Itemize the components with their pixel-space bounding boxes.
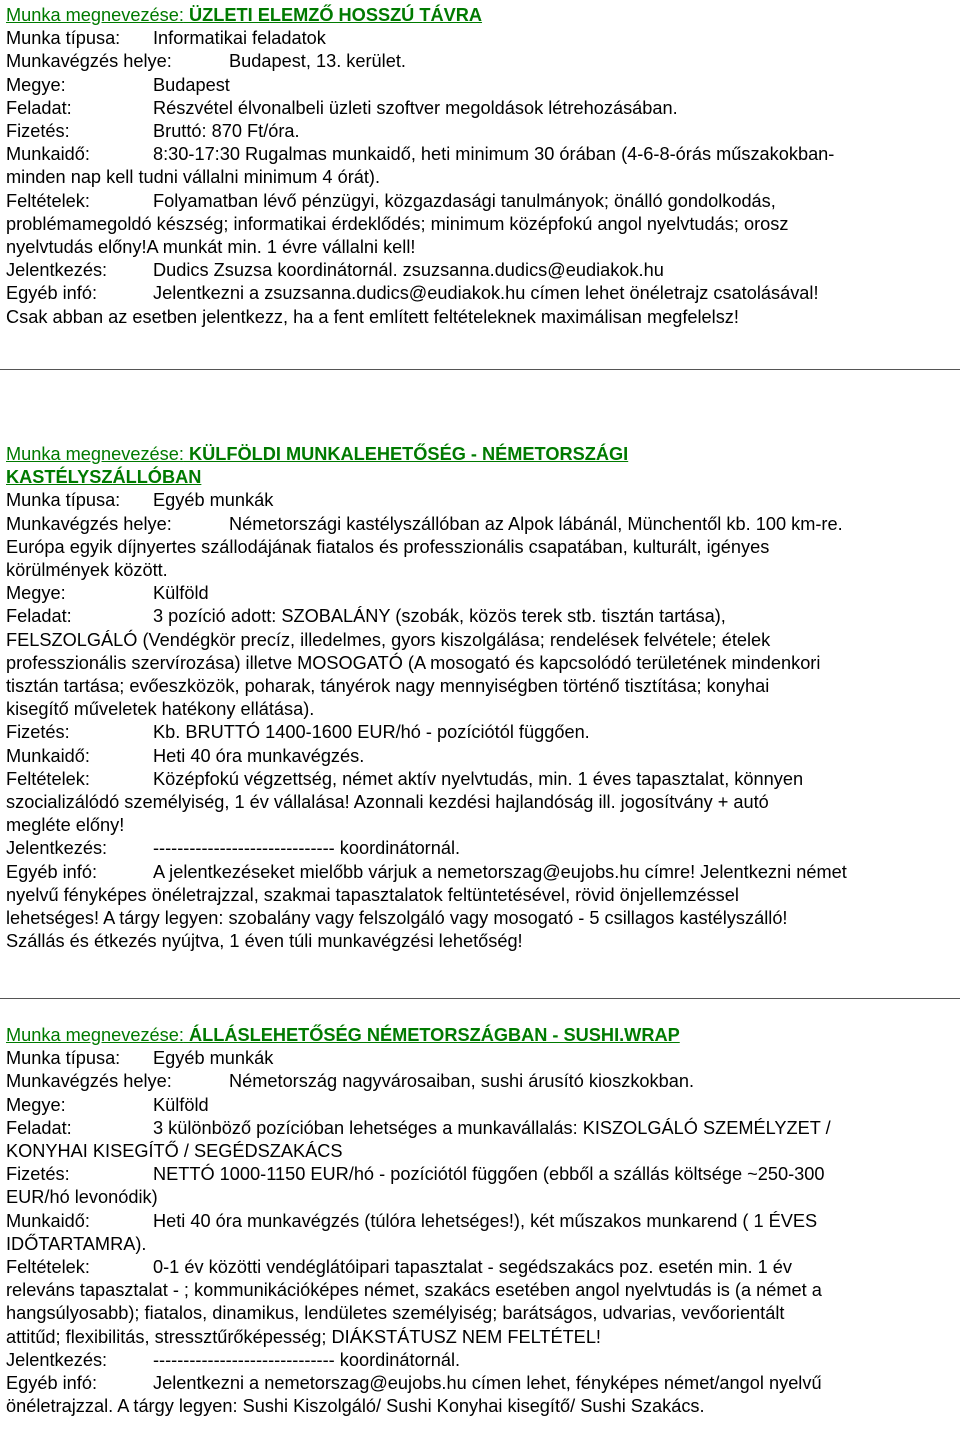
field-label: Feladat: — [6, 606, 72, 627]
field-value: Budapest, 13. kerület. — [229, 51, 406, 72]
job-conditions-row — [6, 768, 958, 791]
job-place-row — [6, 50, 958, 73]
job-county-row — [6, 582, 958, 605]
job-title-label: Munka megnevezése: — [6, 444, 184, 464]
job-county-row — [6, 1094, 958, 1117]
job-info-row — [6, 1372, 958, 1395]
field-value: 8:30-17:30 Rugalmas munkaidő, heti minimum 30 órában (4-6-8-órás műszakokban- — [153, 144, 835, 165]
field-value: Jelentkezni a nemetorszag@eujobs.hu címen lehet, fényképes német/angol nyelvű — [153, 1373, 822, 1394]
field-continuation: Csak abban az esetben jelentkezz, ha a fent említett feltételeknek maximálisan megfelelsz! — [6, 306, 739, 327]
field-label: Jelentkezés: — [6, 1349, 108, 1370]
field-value: Kb. BRUTTÓ 1400-1600 EUR/hó - pozíciótól függően. — [153, 722, 590, 743]
field-continuation: nyelvtudás előny!A munkát min. 1 évre vállalni kell! — [6, 237, 416, 258]
job-place-row — [6, 1070, 958, 1093]
job-title-label: Munka megnevezése: — [6, 5, 184, 25]
field-continuation: releváns tapasztalat - ; kommunikációképes német, szakács esetében angol nyelvtudás is (a német a — [6, 1280, 822, 1301]
field-label: Munkaidő: — [6, 1210, 90, 1231]
field-continuation: Szállás és étkezés nyújtva, 1 éven túli munkavégzési lehetőség! — [6, 931, 523, 952]
field-value: ------------------------------ koordinátornál. — [153, 1349, 461, 1370]
job-type-row — [6, 27, 958, 50]
field-value: Középfokú végzettség, német aktív nyelvtudás, min. 1 éves tapasztalat, könnyen — [153, 768, 804, 789]
job-type-row — [6, 489, 958, 512]
field-value: ------------------------------ koordinátornál. — [153, 838, 461, 859]
job-conditions-row — [6, 190, 958, 213]
field-label: Munkaidő: — [6, 745, 90, 766]
field-value: Jelentkezni a zsuzsanna.dudics@eudiakok.hu címen lehet önéletrajz csatolásával! — [153, 283, 819, 304]
job-title-text: ÁLLÁSLEHETŐSÉG NÉMETORSZÁGBAN - SUSHI.WRAP — [189, 1025, 680, 1045]
field-continuation: nyelvű fényképes önéletrajzzal, szakmai tapasztalatok feltüntetésével, rövid önjellemzéssel — [6, 884, 739, 905]
field-label: Jelentkezés: — [6, 838, 108, 859]
field-label: Munkaidő: — [6, 144, 90, 165]
field-continuation: attitűd; flexibilitás, stressztűrőképesség; DIÁKSTÁTUSZ NEM FELTÉTEL! — [6, 1326, 601, 1347]
field-continuation: hangsúlyosabb); fiatalos, dinamikus, lendületes személyiség; barátságos, udvarias, vevőorientált — [6, 1303, 785, 1324]
job-conditions-row — [6, 1256, 958, 1279]
job-pay-row — [6, 1163, 958, 1186]
field-value: Bruttó: 870 Ft/óra. — [153, 121, 300, 142]
job-title — [6, 443, 958, 466]
field-continuation: tisztán tartása; evőeszközök, poharak, tányérok nagy mennyiségben történő tisztítása; konyhai — [6, 676, 770, 697]
field-label: Fizetés: — [6, 722, 70, 743]
field-continuation: megléte előny! — [6, 815, 125, 836]
field-label: Munkavégzés helye: — [6, 1071, 172, 1092]
field-continuation: IDŐTARTAMRA). — [6, 1233, 147, 1254]
field-value: Folyamatban lévő pénzügyi, közgazdasági tanulmányok; önálló gondolkodás, — [153, 190, 776, 211]
field-label: Feltételek: — [6, 190, 90, 211]
job-task-row — [6, 605, 958, 628]
field-label: Munka típusa: — [6, 1048, 121, 1069]
job-hours-row — [6, 143, 958, 166]
field-continuation: FELSZOLGÁLÓ (Vendégkör precíz, illedelmes, gyors kiszolgálása; rendelések felvétele; ételek — [6, 629, 771, 650]
field-continuation: szocializálódó személyiség, 1 év vállalása! Azonnali kezdési hajlandóság ill. jogosítvány + autó — [6, 792, 769, 813]
job-type-row — [6, 1047, 958, 1070]
field-label: Munka típusa: — [6, 490, 121, 511]
field-label: Feladat: — [6, 97, 72, 118]
job-place-row — [6, 513, 958, 536]
field-value: Egyéb munkák — [153, 490, 274, 511]
section-divider — [0, 998, 960, 999]
job-listing — [6, 1024, 958, 1418]
field-label: Megye: — [6, 1094, 66, 1115]
field-label: Fizetés: — [6, 121, 70, 142]
field-continuation: KONYHAI KISEGÍTŐ / SEGÉDSZAKÁCS — [6, 1141, 343, 1162]
field-label: Egyéb infó: — [6, 283, 97, 304]
job-listing — [6, 4, 958, 329]
field-value: NETTÓ 1000-1150 EUR/hó - pozíciótól függően (ebből a szállás költsége ~250-300 — [153, 1164, 825, 1185]
job-apply-row — [6, 1349, 958, 1372]
field-label: Jelentkezés: — [6, 260, 108, 281]
field-continuation: problémamegoldó készség; informatikai érdeklődés; minimum középfokú angol nyelvtudás; orosz — [6, 213, 789, 234]
job-title — [6, 1024, 958, 1047]
field-continuation: professzionális szervírozása) illetve MOSOGATÓ (A mosogató és kapcsolódó területének mindenkori — [6, 652, 821, 673]
field-value: Egyéb munkák — [153, 1048, 274, 1069]
section-divider — [0, 369, 960, 370]
job-title-continuation: KASTÉLYSZÁLLÓBAN — [6, 467, 202, 488]
field-value: Külföld — [153, 1094, 209, 1115]
field-label: Egyéb infó: — [6, 1373, 97, 1394]
field-value: Németországi kastélyszállóban az Alpok lábánál, Münchentől kb. 100 km-re. — [229, 513, 843, 534]
job-listing — [6, 443, 958, 953]
field-value: Budapest — [153, 74, 230, 95]
job-title-text: ÜZLETI ELEMZŐ HOSSZÚ TÁVRA — [189, 5, 483, 25]
job-hours-row — [6, 745, 958, 768]
field-value: Heti 40 óra munkavégzés (túlóra lehetséges!), két műszakos munkarend ( 1 ÉVES — [153, 1210, 818, 1231]
job-apply-row — [6, 837, 958, 860]
field-continuation: lehetséges! A tárgy legyen: szobalány vagy felszolgáló vagy mosogató - 5 csillagos kastélyszálló! — [6, 908, 788, 929]
field-label: Feltételek: — [6, 768, 90, 789]
field-value: 3 pozíció adott: SZOBALÁNY (szobák, közös terek stb. tisztán tartása), — [153, 606, 726, 627]
job-county-row — [6, 74, 958, 97]
job-task-row — [6, 1117, 958, 1140]
job-info-row — [6, 861, 958, 884]
job-title-label: Munka megnevezése: — [6, 1025, 184, 1045]
job-pay-row — [6, 120, 958, 143]
field-label: Megye: — [6, 583, 66, 604]
field-continuation: önéletrajzzal. A tárgy legyen: Sushi Kiszolgáló/ Sushi Konyhai kisegítő/ Sushi Szakács. — [6, 1396, 705, 1417]
job-title — [6, 4, 958, 27]
field-label: Megye: — [6, 74, 66, 95]
field-value: Heti 40 óra munkavégzés. — [153, 745, 365, 766]
job-info-row — [6, 282, 958, 305]
field-continuation: körülmények között. — [6, 560, 168, 581]
field-value: 3 különböző pozícióban lehetséges a munkavállalás: KISZOLGÁLÓ SZEMÉLYZET / — [153, 1117, 831, 1138]
field-label: Munka típusa: — [6, 28, 121, 49]
field-continuation: EUR/hó levonódik) — [6, 1187, 158, 1208]
field-continuation: minden nap kell tudni vállalni minimum 4 órát). — [6, 167, 381, 188]
field-value: A jelentkezéseket mielőbb várjuk a nemetorszag@eujobs.hu címre! Jelentkezni német — [153, 861, 847, 882]
field-label: Feladat: — [6, 1117, 72, 1138]
field-value: 0-1 év közötti vendéglátóipari tapasztalat - segédszakács poz. esetén min. 1 év — [153, 1257, 792, 1278]
job-pay-row — [6, 721, 958, 744]
field-label: Munkavégzés helye: — [6, 513, 172, 534]
field-value: Informatikai feladatok — [153, 28, 326, 49]
field-label: Munkavégzés helye: — [6, 51, 172, 72]
field-label: Egyéb infó: — [6, 861, 97, 882]
job-hours-row — [6, 1210, 958, 1233]
job-task-row — [6, 97, 958, 120]
field-value: Külföld — [153, 583, 209, 604]
field-value: Dudics Zsuzsa koordinátornál. zsuzsanna.dudics@eudiakok.hu — [153, 260, 664, 281]
field-label: Feltételek: — [6, 1257, 90, 1278]
field-value: Németország nagyvárosaiban, sushi árusító kioszkokban. — [229, 1071, 695, 1092]
field-value: Részvétel élvonalbeli üzleti szoftver megoldások létrehozásában. — [153, 97, 678, 118]
field-continuation: kisegítő műveletek hatékony ellátása). — [6, 699, 315, 720]
job-title-text: KÜLFÖLDI MUNKALEHETŐSÉG - NÉMETORSZÁGI — [189, 444, 629, 464]
job-apply-row — [6, 259, 958, 282]
job-description: Európa egyik díjnyertes szállodájának fiatalos és professzionális csapatában, kulturált, igényes — [6, 536, 770, 557]
field-label: Fizetés: — [6, 1164, 70, 1185]
